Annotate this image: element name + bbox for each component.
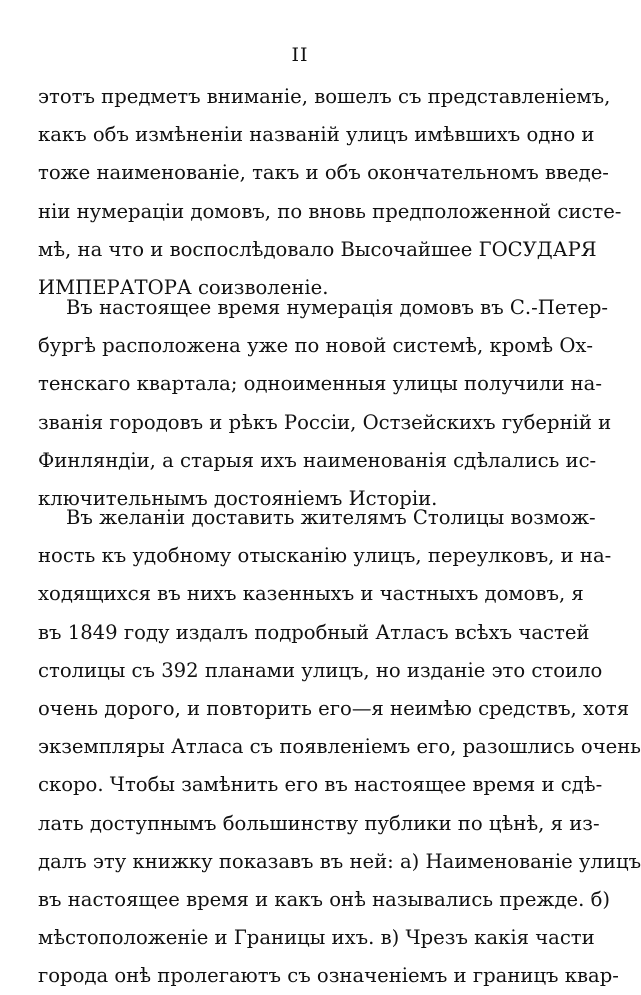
text-line: ность къ удобному отысканію улицъ, переулковъ, и на- bbox=[38, 544, 612, 568]
text-line: лать доступнымъ большинству публики по цѣнѣ, я из- bbox=[38, 811, 600, 835]
text-line: этотъ предметъ вниманіе, вошелъ съ представленіемъ, bbox=[38, 85, 611, 108]
text-line: города онѣ пролегаютъ съ означеніемъ и границъ квар- bbox=[38, 964, 619, 988]
text-line: скоро. Чтобы замѣнить его въ настоящее время и сдѣ- bbox=[38, 773, 603, 797]
text-line: столицы съ 392 планами улицъ, но изданіе это стоило bbox=[38, 658, 603, 682]
text-line: званія городовъ и рѣкъ Россіи, Остзейскихъ губерній и bbox=[38, 410, 612, 434]
text-line: ключительнымъ достояніемъ Исторіи. bbox=[38, 486, 438, 510]
text-line: въ настоящее время и какъ онѣ назывались прежде. б) bbox=[38, 887, 611, 911]
text-line: какъ объ измѣненіи названій улицъ имѣвшихъ одно и bbox=[38, 123, 595, 147]
text-line: въ 1849 году издалъ подробный Атласъ всѣхъ частей bbox=[38, 620, 590, 644]
text-line: ИМПЕРАТОРА соизволеніе. bbox=[38, 275, 329, 299]
text-line: Финляндіи, а старыя ихъ наименованія сдѣлались ис- bbox=[38, 448, 597, 472]
text-line: тоже наименованіе, такъ и объ окончательномъ введе- bbox=[38, 161, 609, 185]
text-line: бургѣ расположена уже по новой системѣ, кромѣ Ох- bbox=[38, 334, 594, 358]
text-line: экземпляры Атласа съ появленіемъ его, разошлись очень bbox=[38, 735, 641, 759]
paragraph-1 bbox=[38, 78, 622, 307]
text-line: далъ эту книжку показавъ въ ней: а) Наименованіе улицъ bbox=[38, 849, 641, 873]
text-line: мѣ, на что и воспослѣдовало Высочайшее ГОСУДАРЯ bbox=[38, 237, 597, 261]
text-line: ніи нумераціи домовъ, по вновь предположенной систе- bbox=[38, 199, 622, 223]
text-line: ходящихся въ нихъ казенныхъ и частныхъ домовъ, я bbox=[38, 582, 584, 606]
text-line: мѣстоположеніе и Границы ихъ. в) Чрезъ какія части bbox=[38, 926, 595, 950]
text-line: очень дорого, и повторить его—я неимѣю средствъ, хотя bbox=[38, 696, 630, 720]
text-line: Въ желаніи доставить жителямъ Столицы возмож- bbox=[66, 506, 596, 529]
paragraph-3 bbox=[38, 499, 641, 995]
text-line: тенскаго квартала; одноименныя улицы получили на- bbox=[38, 372, 602, 396]
page-number: II bbox=[291, 44, 309, 66]
text-line: Въ настоящее время нумерація домовъ въ С.-Петер- bbox=[66, 296, 609, 319]
